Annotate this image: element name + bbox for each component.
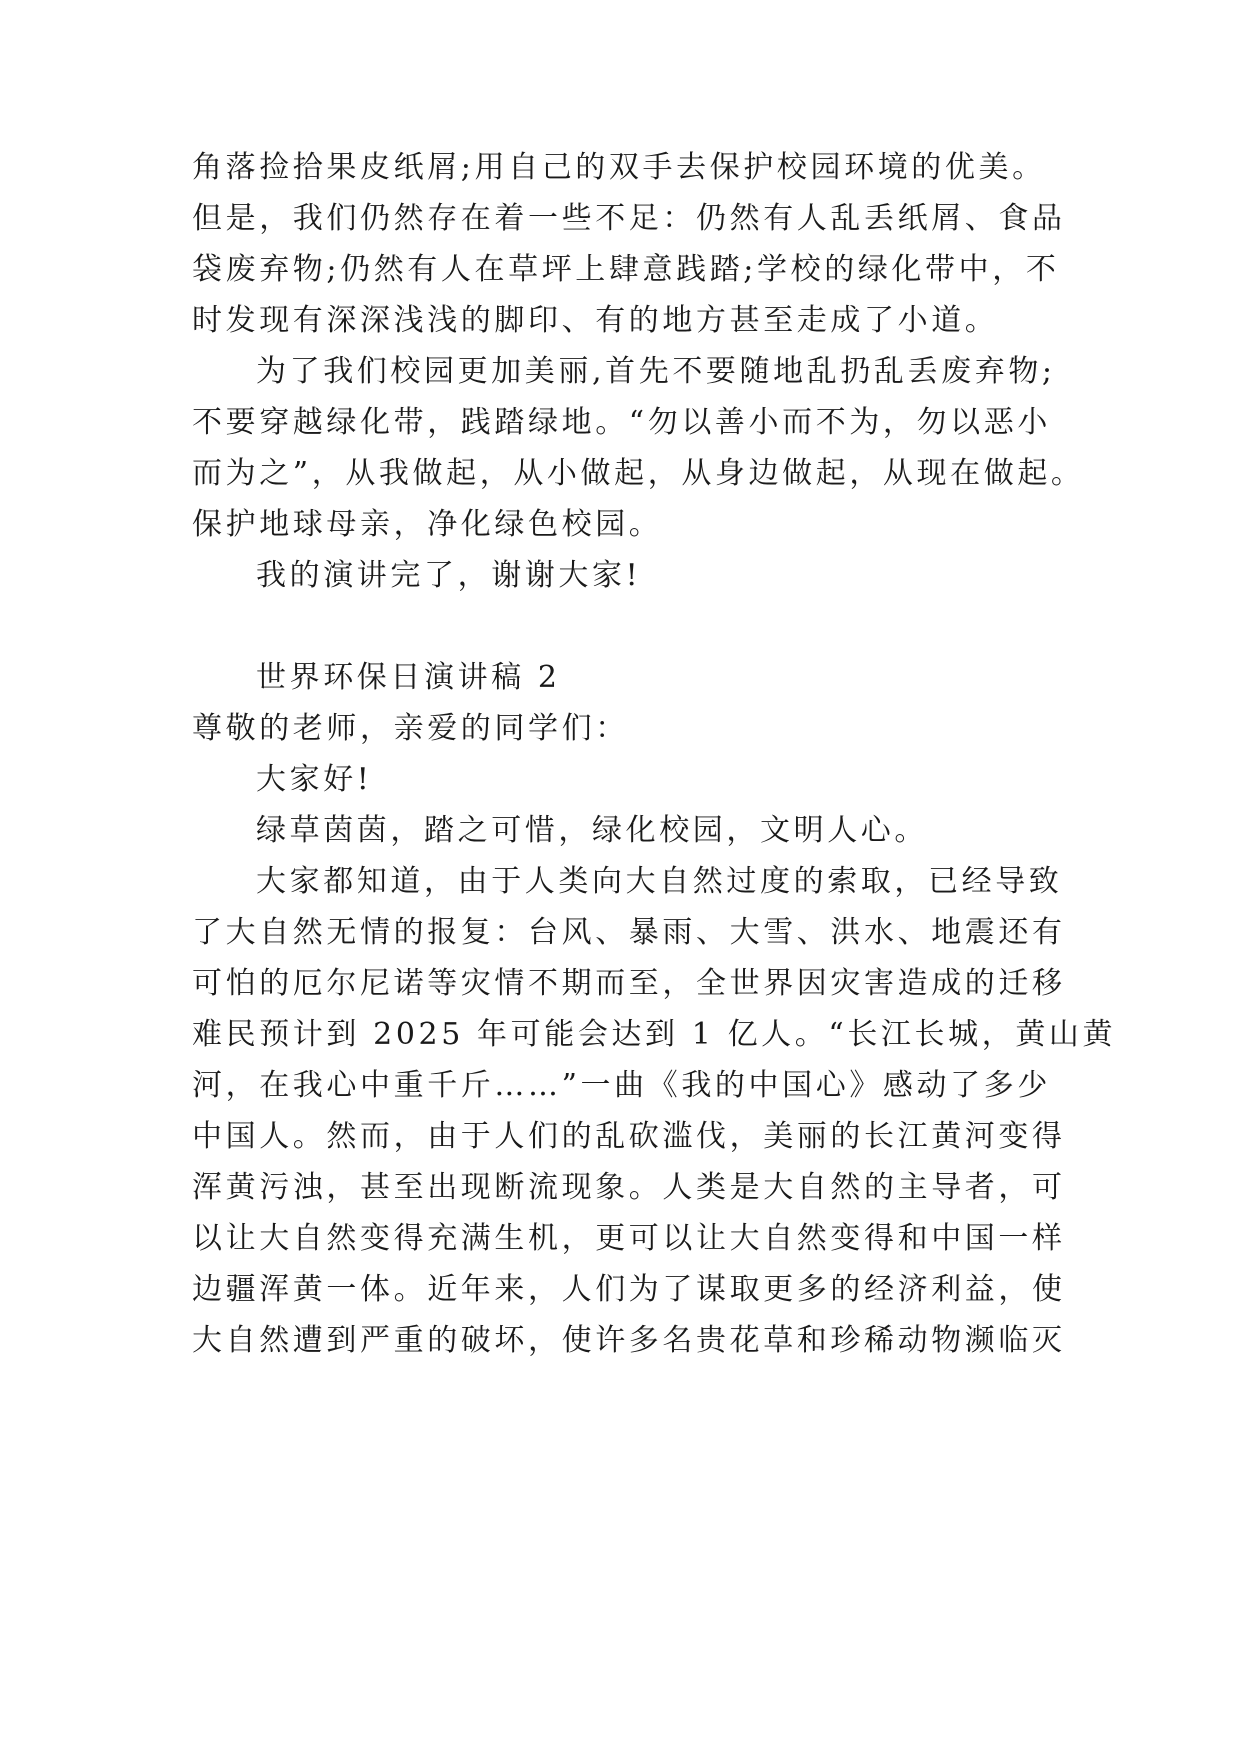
paragraph-line: 难民预计到 2025 年可能会达到 1 亿人。“长江长城，黄山黄 [192, 1017, 1117, 1052]
paragraph-line: 保护地球母亲，净化绿色校园。 [192, 507, 663, 542]
paragraph-line: 了大自然无情的报复：台风、暴雨、大雪、洪水、地震还有 [192, 915, 1066, 950]
paragraph-line: 不要穿越绿化带，践踏绿地。“勿以善小而不为，勿以恶小 [192, 405, 1051, 440]
paragraph-line: 大自然遭到严重的破坏，使许多名贵花草和珍稀动物濒临灭 [192, 1323, 1066, 1358]
closing-line: 我的演讲完了，谢谢大家! [256, 558, 642, 593]
paragraph-line: 角落捡拾果皮纸屑;用自己的双手去保护校园环境的优美。 [192, 150, 1046, 185]
paragraph-line: 边疆浑黄一体。近年来，人们为了谋取更多的经济利益，使 [192, 1272, 1066, 1307]
paragraph-line: 中国人。然而，由于人们的乱砍滥伐，美丽的长江黄河变得 [192, 1119, 1066, 1154]
motto: 绿草茵茵，踏之可惜，绿化校园，文明人心。 [256, 813, 928, 848]
paragraph-line: 但是，我们仍然存在着一些不足：仍然有人乱丢纸屑、食品 [192, 201, 1066, 236]
paragraph-line: 河，在我心中重千斤……”一曲《我的中国心》感动了多少 [192, 1068, 1051, 1103]
paragraph-line: 以让大自然变得充满生机，更可以让大自然变得和中国一样 [192, 1221, 1066, 1256]
paragraph-line: 袋废弃物;仍然有人在草坪上肆意践踏;学校的绿化带中，不 [192, 252, 1060, 287]
paragraph-line: 大家都知道，由于人类向大自然过度的索取，已经导致 [256, 864, 1063, 899]
section-title: 世界环保日演讲稿 2 [256, 660, 561, 695]
paragraph-line: 时发现有深深浅浅的脚印、有的地方甚至走成了小道。 [192, 303, 999, 338]
salutation: 尊敬的老师，亲爱的同学们： [192, 711, 629, 746]
greeting: 大家好! [256, 762, 373, 797]
paragraph-line: 可怕的厄尔尼诺等灾情不期而至，全世界因灾害造成的迁移 [192, 966, 1066, 1001]
paragraph-line: 而为之”，从我做起，从小做起，从身边做起，从现在做起。 [192, 456, 1085, 491]
paragraph-line: 浑黄污浊，甚至出现断流现象。人类是大自然的主导者，可 [192, 1170, 1066, 1205]
paragraph-line: 为了我们校园更加美丽,首先不要随地乱扔乱丢废弃物; [256, 354, 1056, 389]
